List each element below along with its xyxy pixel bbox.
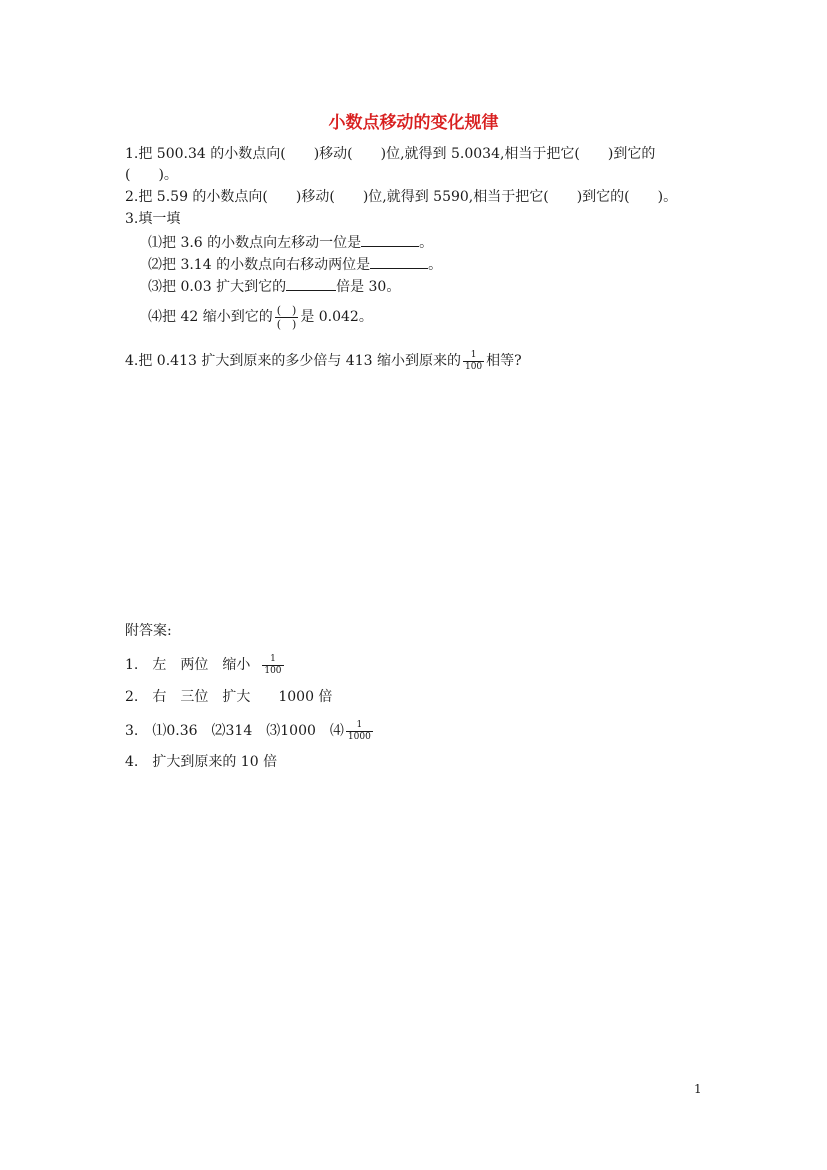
fraction-numerator: 1 — [346, 721, 373, 732]
answer-1 — [125, 650, 286, 680]
answer-blank[interactable] — [286, 276, 336, 291]
item-2-end: 。 — [428, 257, 443, 273]
fraction-denominator: 1000 — [347, 731, 371, 742]
fraction-denominator: 100 — [464, 361, 483, 372]
fraction-numerator: 1 — [262, 655, 283, 666]
question-4 — [125, 346, 522, 376]
question-1-line-2: ( )。 — [125, 167, 178, 183]
item-2-text: ⑵把 3.14 的小数点向右移动两位是 — [148, 257, 371, 273]
item-3-text: ⑶把 0.03 扩大到它的 — [148, 279, 287, 295]
question-3-item-4 — [148, 302, 373, 332]
fraction-denominator: ( ) — [276, 317, 297, 331]
item-4-end: 是 0.042。 — [300, 309, 373, 325]
question-3-item-1 — [148, 232, 433, 252]
page-number: 1 — [694, 1082, 702, 1096]
question-3-header: 3.填一填 — [125, 211, 181, 227]
item-1-end: 。 — [419, 235, 434, 251]
question-4-end: 相等? — [486, 353, 522, 369]
item-4-text: ⑷把 42 缩小到它的 — [148, 309, 273, 325]
answer-1-text: 1. 左 两位 缩小 — [125, 657, 251, 673]
question-4-text: 4.把 0.413 扩大到原来的多少倍与 413 缩小到原来的 — [125, 353, 461, 369]
answers-header: 附答案: — [125, 623, 172, 639]
question-1-line-1: 1.把 500.34 的小数点向( )移动( )位,就得到 5.0034,相当于把它( )到它的 — [125, 146, 656, 162]
answer-3 — [125, 716, 375, 746]
item-1-text: ⑴把 3.6 的小数点向左移动一位是 — [148, 235, 362, 251]
fraction-denominator: 100 — [264, 665, 282, 676]
fraction-numerator: 1 — [463, 351, 484, 362]
item-3-end: 倍是 30。 — [336, 279, 401, 295]
fraction — [262, 655, 283, 676]
question-3-item-2 — [148, 254, 442, 274]
question-2: 2.把 5.59 的小数点向( )移动( )位,就得到 5590,相当于把它( )到它的( )。 — [125, 189, 678, 205]
question-3-item-3 — [148, 276, 400, 296]
answer-blank[interactable] — [370, 254, 428, 269]
answer-4: 4. 扩大到原来的 10 倍 — [125, 754, 278, 770]
fraction-blank[interactable] — [275, 305, 299, 330]
fraction-numerator: ( ) — [276, 303, 297, 317]
fraction — [463, 351, 484, 372]
fraction — [346, 721, 373, 742]
page-title: 小数点移动的变化规律 — [328, 113, 499, 133]
answer-3-text: 3. ⑴0.36 ⑵314 ⑶1000 ⑷ — [125, 723, 344, 739]
answer-blank[interactable] — [361, 232, 419, 247]
answer-2: 2. 右 三位 扩大 1000 倍 — [125, 689, 333, 705]
